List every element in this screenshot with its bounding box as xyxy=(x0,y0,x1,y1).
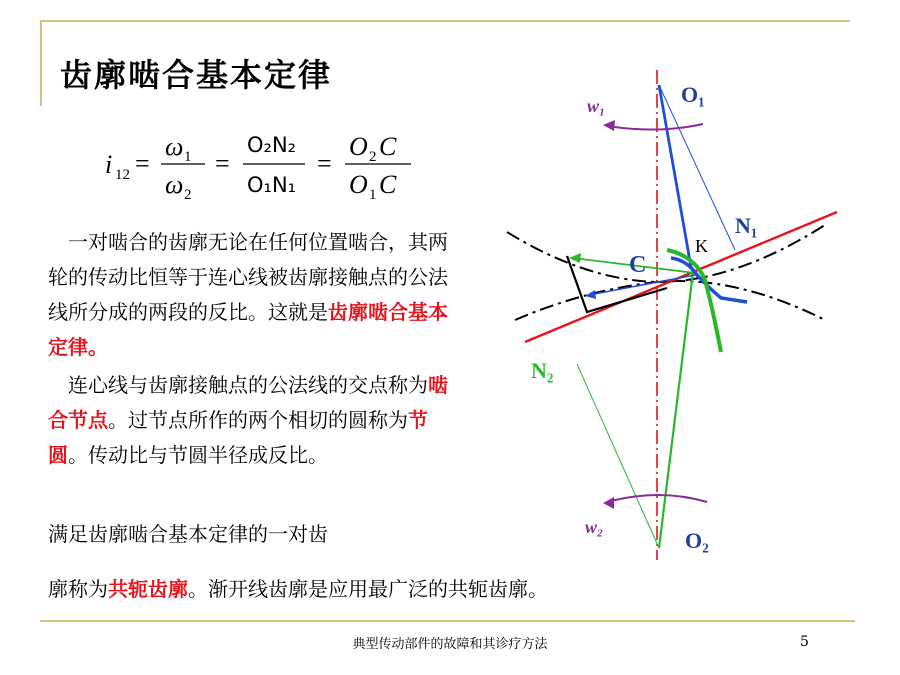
page-number: 5 xyxy=(800,634,809,650)
transmission-ratio-formula xyxy=(105,125,435,205)
formula-eq-3: = xyxy=(317,149,332,178)
term-conjugate-profile: 共轭齿廓 xyxy=(108,577,188,601)
term-pitch-point: 啮合节点 xyxy=(48,373,448,432)
omega1-rotation-arrow xyxy=(607,124,703,130)
paragraph-pitch-text-2: 。过节点所作的两个相切的圆称为 xyxy=(108,408,408,432)
left-accent-bar xyxy=(40,20,42,106)
paragraph-pitch-text-1: 连心线与齿廓接触点的公法线的交点称为 xyxy=(68,373,428,397)
formula-omega1: ω xyxy=(165,132,184,161)
tooth-profile-lower xyxy=(667,250,721,352)
pitch-circle-upper xyxy=(507,225,825,282)
label-o1: O₁ xyxy=(681,82,705,107)
paragraph-conjugate-text-2: 。渐开线齿廓是应用最广泛的共轭齿廓。 xyxy=(188,577,548,601)
formula-omega1-sub: 1 xyxy=(184,149,192,165)
label-c: C xyxy=(629,252,647,278)
o1-to-k-line xyxy=(659,85,691,267)
formula-eq-2: = xyxy=(215,149,230,178)
label-n2: N₂ xyxy=(531,358,554,383)
formula-o2-sub: 2 xyxy=(369,149,377,165)
footer-title: 典型传动部件的故障和其诊疗方法 xyxy=(352,637,548,652)
blue-arrowhead xyxy=(585,290,596,299)
formula-c-den: C xyxy=(379,170,397,199)
formula-o2n2: O₂N₂ xyxy=(247,133,297,157)
o1-to-n1-line xyxy=(659,85,735,250)
o2-to-k-line xyxy=(659,272,693,548)
paragraph-pitch-text-3: 。传动比与节圆半径成反比。 xyxy=(68,443,328,467)
label-w1: w₁ xyxy=(587,96,606,116)
paragraph-conjugate-2 xyxy=(48,572,748,607)
paragraph-law-text: 一对啮合的齿廓无论在任何位置啮合，其两轮的传动比恒等于连心线被齿廓接触点的公法线所分成的两段的反比。这就是 xyxy=(48,230,448,324)
paragraph-pitch-point xyxy=(48,368,448,473)
term-pitch-circle: 节圆 xyxy=(48,408,428,467)
omega2-arrowhead xyxy=(603,497,614,509)
formula-omega2: ω xyxy=(165,170,184,199)
term-meshing-law: 齿廓啮合基本定律 xyxy=(48,300,448,359)
paragraph-law xyxy=(48,225,448,365)
formula-omega2-sub: 2 xyxy=(184,187,192,203)
formula-o1-sub: 1 xyxy=(369,187,377,203)
construction-triangle xyxy=(567,256,667,312)
formula-o1: O xyxy=(349,170,368,199)
formula-eq-1: = xyxy=(135,149,150,178)
top-rule xyxy=(40,20,850,22)
label-n1: N₁ xyxy=(735,213,758,238)
paragraph-conjugate-text-1: 廓称为 xyxy=(48,577,108,601)
pitch-circle-lower xyxy=(515,281,825,320)
label-w2: w₂ xyxy=(585,517,604,537)
formula-i-sub: 12 xyxy=(115,167,130,183)
slide-title: 齿廓啮合基本定律 xyxy=(60,56,333,94)
gear-meshing-diagram xyxy=(495,70,840,565)
paragraph-conjugate-1: 满足齿廓啮合基本定律的一对齿 xyxy=(48,522,328,546)
formula-c-num: C xyxy=(379,132,397,161)
formula-o2: O xyxy=(349,132,368,161)
green-arrowhead xyxy=(569,253,581,263)
omega1-arrowhead xyxy=(603,120,615,131)
formula-o1n1: O₁N₁ xyxy=(247,173,297,197)
paragraph-law-end: 。 xyxy=(88,335,108,359)
formula-i: i xyxy=(105,150,113,179)
bottom-rule xyxy=(40,620,855,622)
label-k: K xyxy=(695,236,708,256)
label-o2: O₂ xyxy=(685,528,709,553)
